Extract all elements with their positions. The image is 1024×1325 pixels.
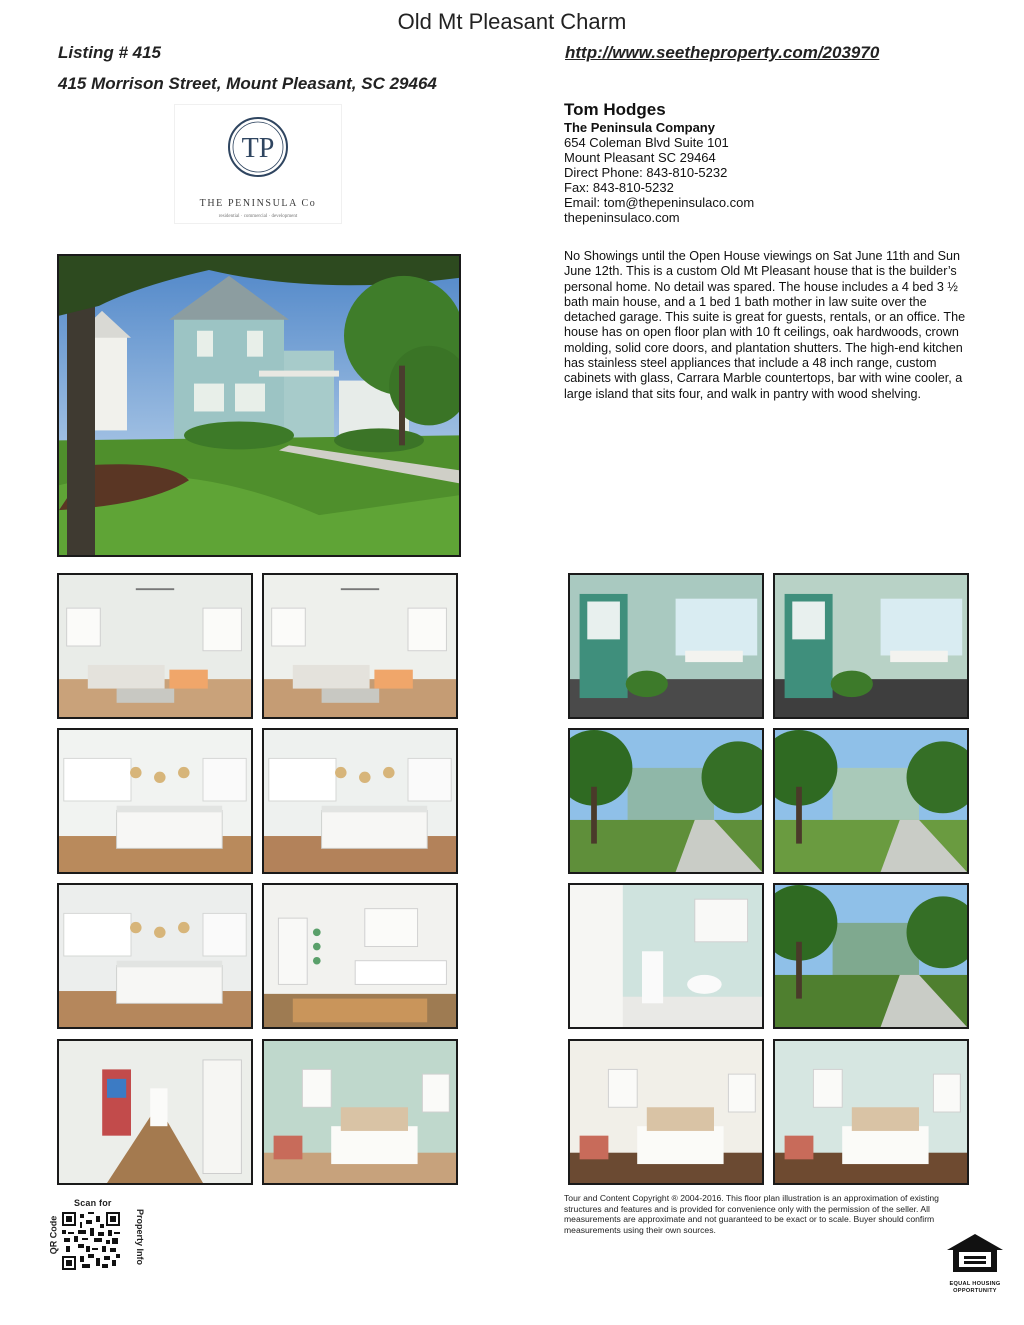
property-address: 415 Morrison Street, Mount Pleasant, SC 29464: [58, 74, 437, 93]
copyright-notice: Tour and Content Copyright ® 2004-2016. This floor plan illustration is an approximation of existing structures and features and is provided for convenience only with the permission of the seller. All measurements are approximate and not guaranteed to be exact or to scale. Buyer should confirm measurements using their own sources.: [564, 1193, 939, 1235]
gallery-photo-porch[interactable]: [568, 573, 764, 719]
eho-line2: OPPORTUNITY: [953, 1287, 997, 1294]
gallery-photo-bedroom[interactable]: [773, 1039, 969, 1185]
logo-tagline: residential · commercial · development: [218, 214, 298, 219]
agent-email[interactable]: Email: tom@thepeninsulaco.com: [564, 195, 755, 210]
gallery-photo-outdoor[interactable]: [773, 728, 969, 874]
qr-caption-right: Property Info: [135, 1208, 146, 1266]
gallery-photo-hall[interactable]: [57, 1039, 253, 1185]
property-url-link[interactable]: http://www.seetheproperty.com/203970: [565, 43, 880, 62]
equal-housing-logo: [945, 1232, 1005, 1294]
logo-monogram: TP: [241, 133, 275, 164]
equal-housing-icon: [945, 1232, 1005, 1276]
gallery-photo-outdoor[interactable]: [568, 728, 764, 874]
main-exterior-photo: [57, 254, 461, 557]
agent-city: Mount Pleasant SC 29464: [564, 150, 716, 165]
gallery-photo-living[interactable]: [262, 573, 458, 719]
gallery-photo-mudroom[interactable]: [262, 883, 458, 1029]
qr-code[interactable]: [62, 1212, 120, 1270]
agent-street: 654 Coleman Blvd Suite 101: [564, 135, 729, 150]
agent-website[interactable]: thepeninsulaco.com: [564, 210, 680, 225]
gallery-photo-bedroom[interactable]: [262, 1039, 458, 1185]
qr-caption-left: QR Code: [48, 1215, 59, 1255]
gallery-photo-outdoor[interactable]: [773, 883, 969, 1029]
property-description: No Showings until the Open House viewings on Sat June 11th and Sun June 12th. This is a custom Old Mt Pleasant house that is the builder’s personal home. No detail was spared. The house includes a 4 bed 3 ½ bath main house, and a 1 bed 1 bath mother in law suite over the detached garage. This suite is great for guests, rentals, or an office. The house has on open floor plan with 10 ft ceilings, oak hardwoods, crown molding, solid core doors, and plantation shutters. The high-end kitchen has stainless steel appliances that include a 48 inch range, custom cabinets with glass, Carrara Marble countertops, bar with wine cooler, a large island that sits four, and walk in pantry with wood shelving.: [564, 249, 966, 401]
agent-phone: Direct Phone: 843-810-5232: [564, 165, 728, 180]
listing-number: Listing # 415: [58, 43, 161, 62]
agent-info: [564, 100, 754, 225]
gallery-photo-kitchen[interactable]: [262, 728, 458, 874]
gallery-photo-living[interactable]: [57, 573, 253, 719]
company-logo: [174, 104, 342, 224]
agent-name: Tom Hodges: [564, 100, 666, 119]
qr-caption-top: Scan for: [74, 1198, 112, 1208]
gallery-photo-kitchen[interactable]: [57, 883, 253, 1029]
agent-company: The Peninsula Company: [564, 120, 715, 135]
gallery-photo-porch[interactable]: [773, 573, 969, 719]
page-title: Old Mt Pleasant Charm: [397, 9, 627, 34]
gallery-photo-kitchen[interactable]: [57, 728, 253, 874]
gallery-photo-bedroom[interactable]: [568, 1039, 764, 1185]
agent-fax: Fax: 843-810-5232: [564, 180, 674, 195]
logo-name: THE PENINSULA Co: [199, 198, 317, 209]
eho-line1: EQUAL HOUSING: [949, 1281, 1001, 1287]
gallery-photo-bath[interactable]: [568, 883, 764, 1029]
